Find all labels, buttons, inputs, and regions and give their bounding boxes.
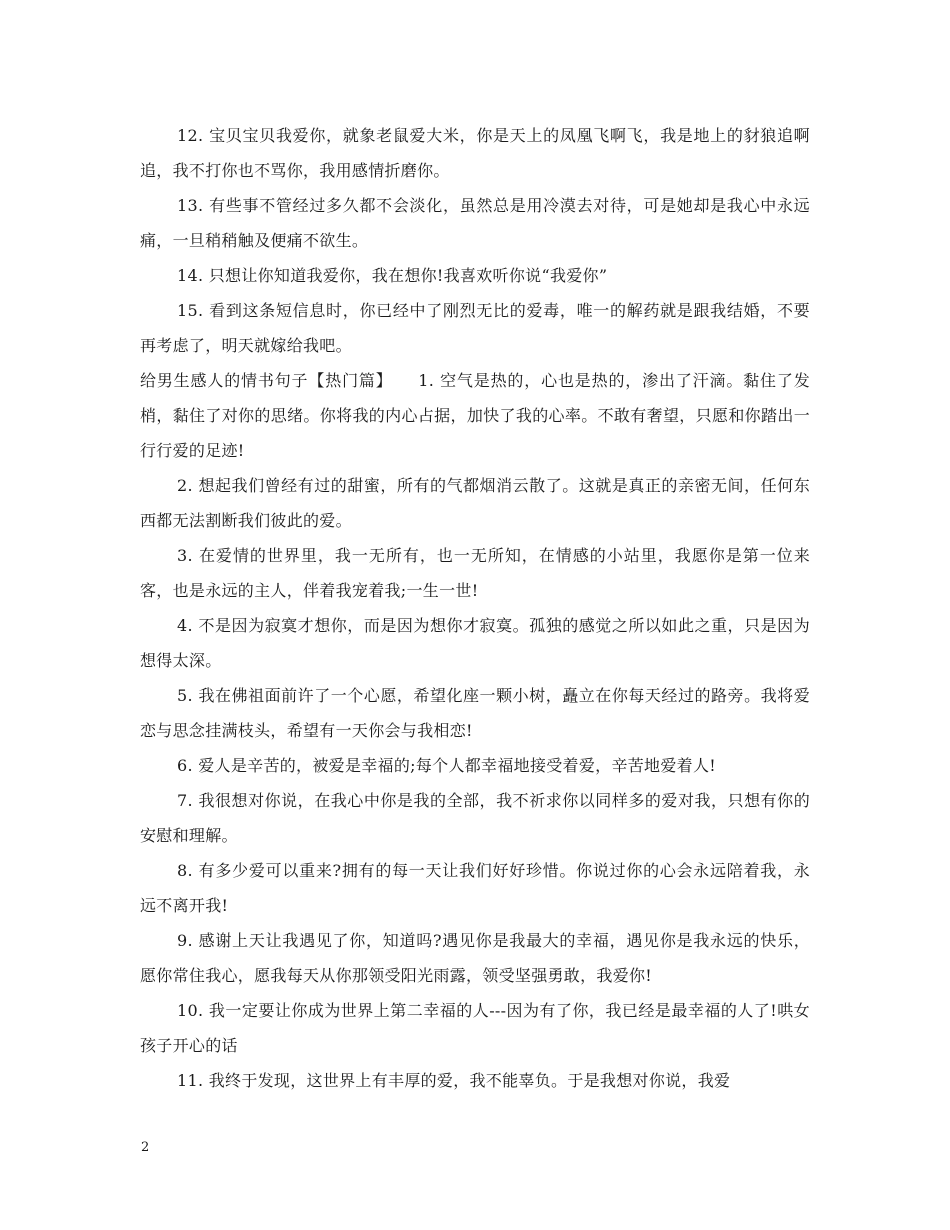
paragraph-2: 2. 想起我们曾经有过的甜蜜，所有的气都烟消云散了。这就是真正的亲密无间，任何东西都无法割断我们彼此的爱。 (140, 476, 810, 530)
paragraph-15: 15. 看到这条短信息时，你已经中了刚烈无比的爱毒，唯一的解药就是跟我结婚，不要再考虑了，明天就嫁给我吧。 (140, 301, 810, 355)
paragraph-11: 11. 我终于发现，这世界上有丰厚的爱，我不能辜负。于是我想对你说，我爱 (177, 1071, 731, 1090)
paragraph-14: 14. 只想让你知道我爱你，我在想你!我喜欢听你说“我爱你” (177, 266, 608, 285)
paragraph-10: 10. 我一定要让你成为世界上第二幸福的人---因为有了你，我已经是最幸福的人了!哄女孩子开心的话 (140, 1001, 810, 1055)
paragraph-8: 8. 有多少爱可以重来?拥有的每一天让我们好好珍惜。你说过你的心会永远陪着我，永远不离开我! (140, 861, 810, 915)
section-heading-paragraph: 给男生感人的情书句子【热门篇】 1. 空气是热的，心也是热的，渗出了汗滴。黏住了发梢，黏住了对你的思绪。你将我的内心占据，加快了我的心率。不敢有奢望，只愿和你踏出一行行爱的足迹! (140, 371, 810, 460)
paragraph-6: 6. 爱人是辛苦的，被爱是幸福的;每个人都幸福地接受着爱，辛苦地爱着人! (177, 756, 716, 775)
paragraph-9: 9. 感谢上天让我遇见了你，知道吗?遇见你是我最大的幸福，遇见你是我永远的快乐，愿你常住我心，愿我每天从你那领受阳光雨露，领受坚强勇敢，我爱你! (140, 931, 810, 985)
paragraph-4: 4. 不是因为寂寞才想你，而是因为想你才寂寞。孤独的感觉之所以如此之重，只是因为想得太深。 (140, 616, 810, 670)
paragraph-3: 3. 在爱情的世界里，我一无所有，也一无所知，在情感的小站里，我愿你是第一位来客，也是永远的主人，伴着我宠着我;一生一世! (140, 546, 810, 600)
document-body (140, 118, 810, 1098)
paragraph-7: 7. 我很想对你说，在我心中你是我的全部，我不祈求你以同样多的爱对我，只想有你的安慰和理解。 (140, 791, 810, 845)
paragraph-12: 12. 宝贝宝贝我爱你，就象老鼠爱大米，你是天上的凤凰飞啊飞，我是地上的豺狼追啊追，我不打你也不骂你，我用感情折磨你。 (140, 126, 810, 180)
paragraph-13: 13. 有些事不管经过多久都不会淡化，虽然总是用冷漠去对待，可是她却是我心中永远痛，一旦稍稍触及便痛不欲生。 (140, 196, 810, 250)
paragraph-5: 5. 我在佛祖面前许了一个心愿，希望化座一颗小树，矗立在你每天经过的路旁。我将爱恋与思念挂满枝头，希望有一天你会与我相恋! (140, 686, 810, 740)
page-number: 2 (141, 1140, 150, 1155)
